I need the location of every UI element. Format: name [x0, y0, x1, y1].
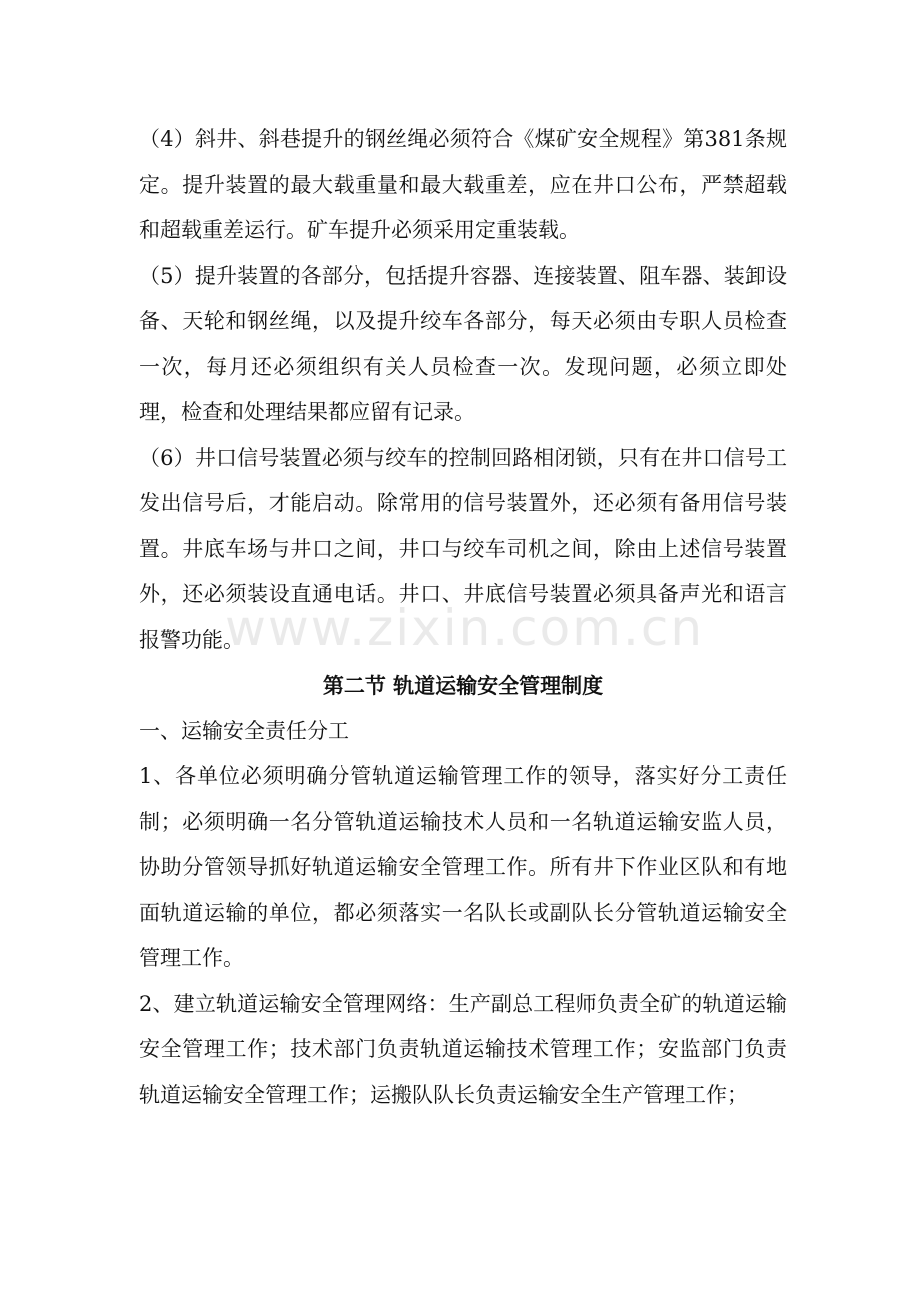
paragraph-6: （6）井口信号装置必须与绞车的控制回路相闭锁，只有在井口信号工发出信号后，才能启动。除常用的信号装置外，还必须有备用信号装置。井底车场与井口之间，井口与绞车司机之间，除由上述信号装置外，还必须装设直通电话。井口、井底信号装置必须具备声光和语言报警功能。 — [139, 445, 787, 652]
paragraph-4: （4）斜井、斜巷提升的钢丝绳必须符合《煤矿安全规程》第381条规定。提升装置的最大载重量和最大载重差，应在井口公布，严禁超载和超载重差运行。矿车提升必须采用定重装载。 — [139, 127, 787, 242]
subsection-title: 一、运输安全责任分工 — [139, 718, 349, 743]
watermark: www.zixin.com.cn — [225, 599, 705, 657]
section-title: 第二节 轨道运输安全管理制度 — [322, 673, 604, 698]
document-body — [139, 117, 787, 1118]
item-1: 1、各单位必须明确分管轨道运输管理工作的领导，落实好分工责任制；必须明确一名分管轨道运输技术人员和一名轨道运输安监人员，协助分管领导抓好轨道运输安全管理工作。所有井下作业区队和有地面轨道运输的单位，都必须落实一名队长或副队长分管轨道运输安全管理工作。 — [139, 764, 787, 970]
paragraph-5: （5）提升装置的各部分，包括提升容器、连接装置、阻车器、装卸设备、天轮和钢丝绳，以及提升绞车各部分，每天必须由专职人员检查一次，每月还必须组织有关人员检查一次。发现问题，必须立即处理，检查和处理结果都应留有记录。 — [139, 263, 787, 424]
item-2: 2、建立轨道运输安全管理网络：生产副总工程师负责全矿的轨道运输安全管理工作；技术部门负责轨道运输技术管理工作；安监部门负责轨道运输安全管理工作；运搬队队长负责运输安全生产管理工作； — [139, 991, 787, 1107]
